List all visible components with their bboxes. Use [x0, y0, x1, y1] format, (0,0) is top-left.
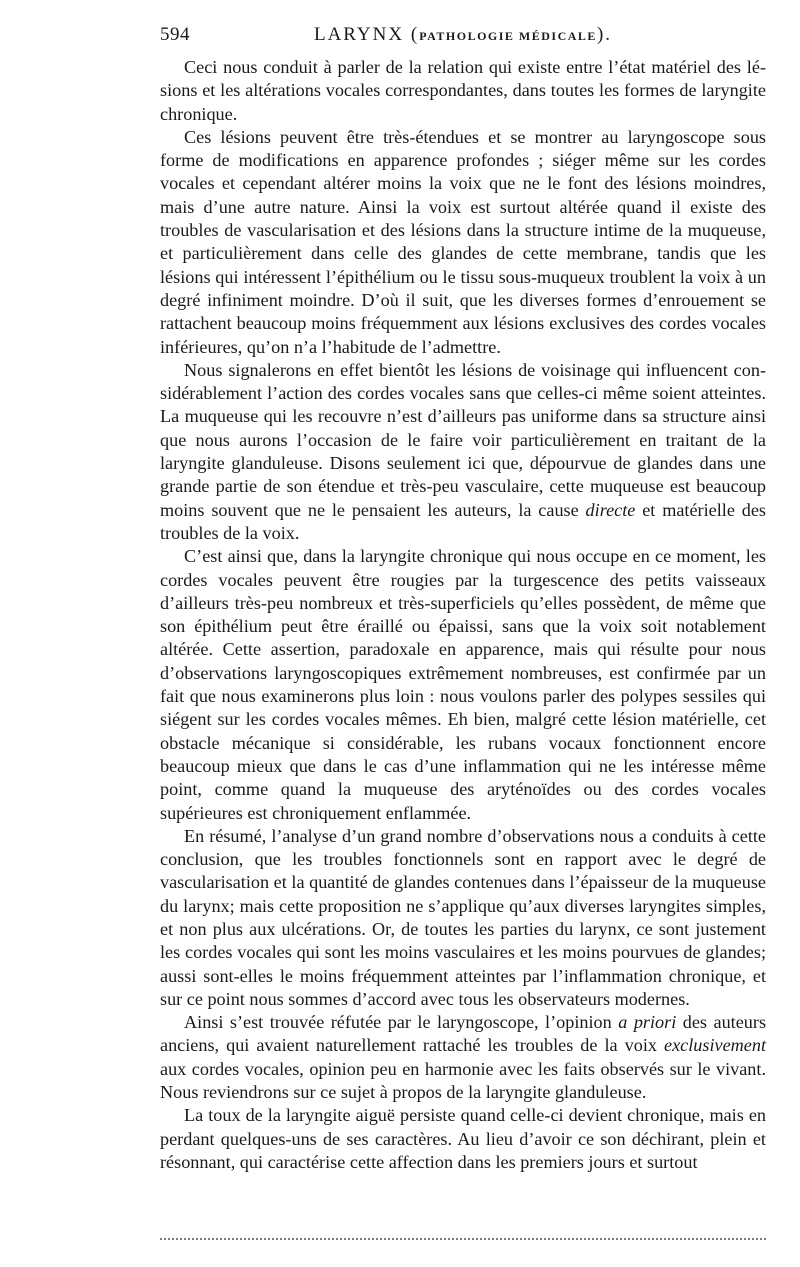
italic-text: a priori [618, 1012, 677, 1033]
text-run: Ceci nous conduit à parler de la relation qui existe entre l’état matériel des lésions et les altérations vocales correspondantes, dans toutes les formes de laryngite chronique. [160, 57, 766, 124]
footer-dotted-rule [160, 1238, 766, 1240]
text-run: La toux de la laryngite aiguë persiste quand celle-ci devient chronique, mais en perdant quelques-uns de ses caractères. Au lieu d’avoir ce son déchirant, plein et résonnant, qui caractérise cette affection dans les premiers jours et surtout [160, 1105, 766, 1172]
text-run: des auteurs anciens, qui avaient naturellement rattaché les troubles de la voix [160, 1012, 767, 1056]
text-run: Nous signalerons en effet bientôt les lésions de voisinage qui influencent considérablement l’action des cordes vocales sans que celles-ci même soient atteintes. La muqueuse qui les recouvre n’est d’ailleurs pas uniforme dans sa structure ainsi que nous aurons l’occasion de le faire voir particulièrement en traitant de la laryngite glanduleuse. Disons seulement ici que, dépourvue de glandes dans une grande partie de son étendue et très-peu vasculaire, cette muqueuse est beaucoup moins souvent que ne le pensaient les auteurs, la cause [160, 359, 766, 520]
paragraph [160, 1011, 766, 1104]
page-number: 594 [160, 24, 190, 45]
paragraph [160, 56, 766, 126]
text-run: et matérielle des troubles de la voix. [160, 499, 766, 543]
text-run: Ces lésions peuvent être très-étendues et se montrer au laryngoscope sous forme de modifications en apparence profondes ; siéger même sur les cordes vocales et cependant altérer moins la voix que ne le font des lésions moindres, mais d’une autre nature. Ainsi la voix est surtout altérée quand il existe des troubles de vascularisation et des lésions dans la structure intime de la muqueuse, et particulièrement dans celle des glandes de cette membrane, tandis que les lésions qui intéressent l’épithélium ou le tissu sous-muqueux troublent la voix à un degré infiniment moindre. D’où il suit, que les diverses formes d’enrouement se rattachent beaucoup moins fréquemment aux lésions exclusives des cordes vocales inférieures, qu’on n’a l’habitude de l’admettre. [160, 126, 766, 357]
paragraph [160, 545, 766, 825]
paragraph [160, 359, 766, 545]
text-run: C’est ainsi que, dans la laryngite chronique qui nous occupe en ce moment, les cordes vocales peuvent être rougies par la turgescence des petits vaisseaux d’ailleurs très-peu nombreux et très-superficiels qu’elles possèdent, de même que son épithélium peut être éraillé ou épaissi, sans que la voix soit notablement altérée. Cette assertion, paradoxale en apparence, mais qui résulte pour nous d’observations laryngoscopiques extrêmement nombreuses, est confirmée par un fait que nous examinerons plus loin : nous voulons parler des polypes sessiles qui siégent sur les cordes vocales mêmes. Eh bien, malgré cette lésion matérielle, cet obstacle mécanique si considérable, les rubans vocaux fonctionnent encore beaucoup mieux que dans le cas d’une inflammation qui ne les intéresse même point, comme quand la muqueuse des aryténoïdes ou des cordes vocales supérieures est chroniquement enflammée. [160, 546, 766, 823]
text-run: Ainsi s’est trouvée réfutée par le laryngoscope, l’opinion [184, 1012, 619, 1033]
italic-text: exclusivement [664, 1035, 766, 1056]
paragraph [160, 126, 766, 359]
paragraph [160, 1104, 766, 1174]
running-header [160, 20, 766, 50]
paragraph [160, 825, 766, 1011]
text-run: En résumé, l’analyse d’un grand nombre d’observations nous a conduits à cette conclusion, que les troubles fonctionnels sont en rapport avec le degré de vascularisation et la quantité de glandes contenues dans l’épaisseur de la muqueuse du larynx; mais cette proposition ne s’applique qu’aux diverses laryngites simples, et non plus aux ulcérations. Or, de toutes les parties du larynx, ce sont justement les cordes vocales qui sont les moins vasculaires et les moins pourvues de glandes; aussi sont-elles le moins fréquemment atteintes par l’inflammation chronique, et sur ce point nous sommes d’accord avec tous les observateurs modernes. [160, 825, 766, 1009]
text-run: aux cordes vocales, opinion peu en harmonie avec les faits observés sur le vivant. Nous reviendrons sur ce sujet à propos de la laryngite glanduleuse. [160, 1058, 766, 1103]
running-title: LARYNX (PATHOLOGIE MÉDICALE). [313, 24, 613, 45]
running-title-main: LARYNX [313, 24, 405, 45]
italic-text: directe [585, 499, 636, 520]
running-title-sub: PATHOLOGIE MÉDICALE [419, 29, 597, 43]
body-text [160, 56, 766, 1174]
